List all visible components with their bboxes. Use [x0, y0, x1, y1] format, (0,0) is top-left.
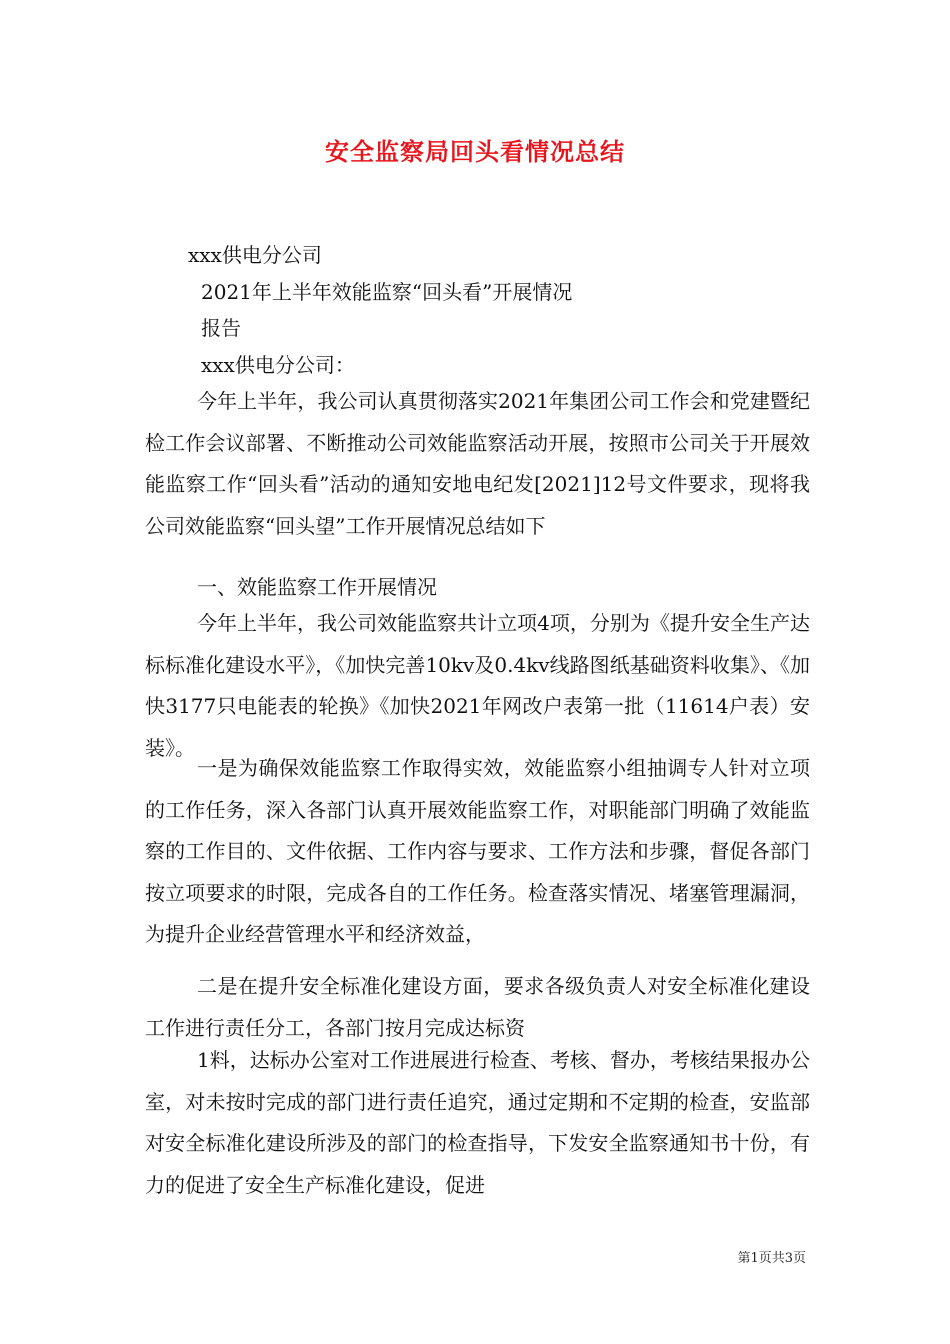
addressee-line: xxx供电分公司： — [201, 353, 355, 377]
page-number: 第1页共3页 — [737, 1251, 806, 1266]
paragraph-point-two: 二是在提升安全标准化建设方面，要求各级负责人对安全标准化建设工作进行责任分工，各部门按月完成达标资 — [145, 974, 810, 1040]
paragraph-projects: 今年上半年，我公司效能监察共计立项4项，分别为《提升安全生产达标标准化建设水平》，《加快完善10kv及0.4kv线路图纸基础资料收集》、《加快3177只电能表的轮换》《加快2021年网改户表第一批（11614户表）安装》。 — [145, 611, 810, 760]
report-word-line: 报告 — [201, 316, 241, 340]
paragraph-intro: 今年上半年，我公司认真贯彻落实2021年集团公司工作会和党建暨纪检工作会议部署、不断推动公司效能监察活动开展，按照市公司关于开展效能监察工作“回头看”活动的通知安地电纪发[2021]12号文件要求，现将我公司效能监察“回头望”工作开展情况总结如下 — [145, 389, 810, 538]
section-heading-1: 一、效能监察工作开展情况 — [197, 575, 437, 599]
paragraph-continuation: 1料，达标办公室对工作进展进行检查、考核、督办，考核结果报办公室，对未按时完成的部门进行责任追究，通过定期和不定期的检查，安监部对安全标准化建设所涉及的部门的检查指导，下发安全监察通知书十份，有力的促进了安全生产标准化建设，促进 — [145, 1048, 810, 1197]
report-subtitle-line: 2021年上半年效能监察“回头看”开展情况 — [201, 280, 573, 304]
document-title: 安全监察局回头看情况总结 — [325, 137, 625, 166]
company-line: xxx供电分公司 — [188, 243, 322, 267]
paragraph-point-one: 一是为确保效能监察工作取得实效，效能监察小组抽调专人针对立项的工作任务，深入各部门认真开展效能监察工作，对职能部门明确了效能监察的工作目的、文件依据、工作内容与要求、工作方法和步骤，督促各部门按立项要求的时限，完成各自的工作任务。检查落实情况、堵塞管理漏洞，为提升企业经营管理水平和经济效益， — [145, 756, 810, 946]
